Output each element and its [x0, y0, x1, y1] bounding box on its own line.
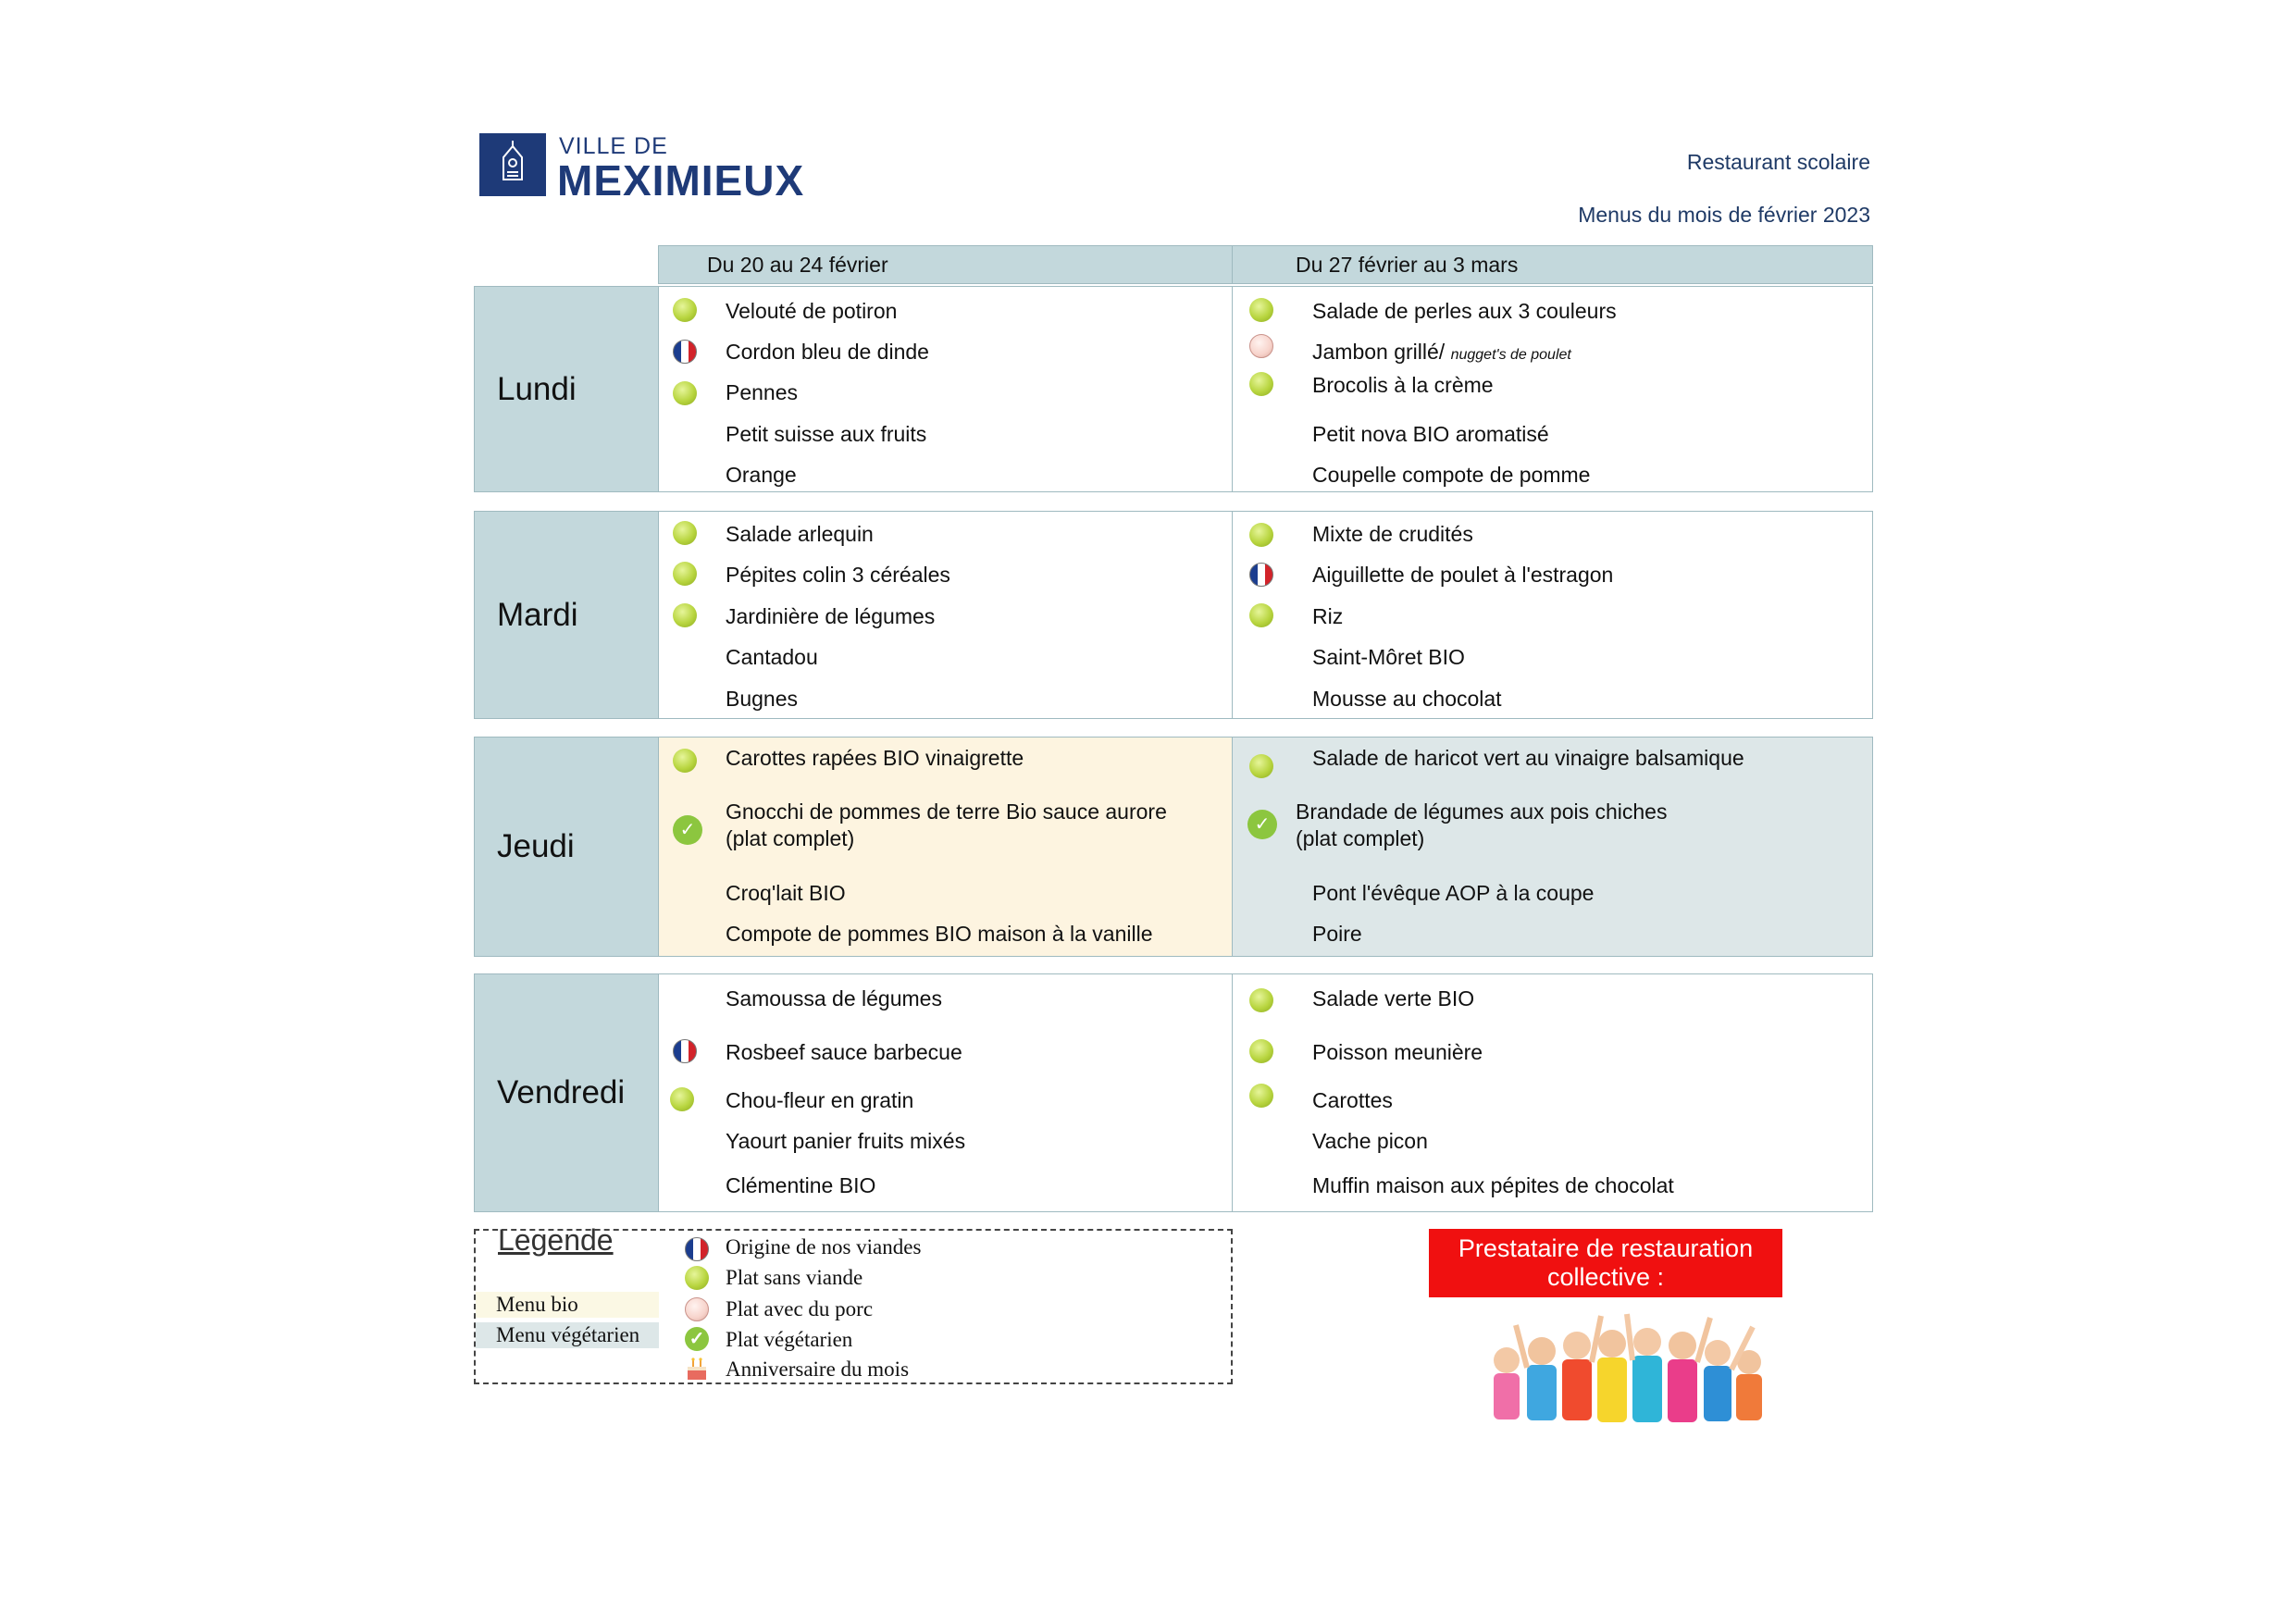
menu-item-text: Jambon grillé/	[1312, 340, 1451, 364]
menu-item: Petit suisse aux fruits	[726, 422, 927, 446]
green-ball-icon	[1249, 1084, 1273, 1108]
day-vendredi: Vendredi	[474, 973, 659, 1212]
legend-item: Plat sans viande	[726, 1266, 863, 1289]
green-ball-icon	[1249, 1039, 1273, 1063]
pink-ball-icon	[685, 1297, 709, 1321]
menu-item: Petit nova BIO aromatisé	[1312, 422, 1549, 446]
green-ball-icon	[1249, 754, 1273, 778]
menu-item: Mousse au chocolat	[1312, 687, 1502, 711]
menu-item: Salade de haricot vert au vinaigre balsamique	[1312, 746, 1744, 770]
green-ball-icon	[673, 298, 697, 322]
menu-item: Poisson meunière	[1312, 1040, 1483, 1064]
french-flag-icon	[673, 340, 697, 364]
service-title: Restaurant scolaire	[1686, 150, 1870, 174]
green-ball-icon	[673, 603, 697, 627]
legend	[474, 1223, 1233, 1384]
legend-menu-veg: Menu végétarien	[476, 1322, 659, 1348]
green-ball-icon	[673, 749, 697, 773]
vendredi-week1	[658, 973, 1233, 1212]
menu-item: Salade arlequin	[726, 522, 874, 546]
day-jeudi: Jeudi	[474, 737, 659, 957]
vegetarian-leaf-icon: ✓	[673, 815, 702, 845]
week-header-1: Du 20 au 24 février	[658, 245, 1233, 284]
menu-item: Coupelle compote de pomme	[1312, 463, 1591, 487]
menu-item: Muffin maison aux pépites de chocolat	[1312, 1173, 1674, 1197]
menu-item-note: nugget's de poulet	[1450, 347, 1571, 363]
week-header-2: Du 27 février au 3 mars	[1232, 245, 1873, 284]
menu-item: Clémentine BIO	[726, 1173, 876, 1197]
menu-item: Poire	[1312, 922, 1362, 946]
menu-item: Cordon bleu de dinde	[726, 340, 929, 364]
menu-item: Croq'lait BIO	[726, 881, 846, 905]
menu-item	[1312, 339, 1571, 368]
jeudi-week2	[1232, 737, 1873, 957]
legend-item: Plat végétarien	[726, 1328, 853, 1351]
green-ball-icon	[1249, 372, 1273, 396]
town-hall-icon	[479, 133, 546, 196]
logo-line1: VILLE DE	[559, 133, 668, 159]
lundi-week2	[1232, 286, 1873, 492]
logo-line2: MEXIMIEUX	[557, 156, 805, 205]
green-ball-icon	[673, 562, 697, 586]
legend-title: Legende	[498, 1223, 614, 1257]
lundi-week1	[658, 286, 1233, 492]
menu-item: Salade verte BIO	[1312, 986, 1475, 1010]
birthday-cake-icon	[685, 1356, 709, 1380]
vendredi-week2	[1232, 973, 1873, 1212]
menu-item: Bugnes	[726, 687, 799, 711]
french-flag-icon	[673, 1039, 697, 1063]
green-ball-icon	[1249, 298, 1273, 322]
menu-item: Orange	[726, 463, 797, 487]
prestataire-line1: Prestataire de restauration	[1458, 1234, 1754, 1262]
menu-item: Jardinière de légumes	[726, 604, 936, 628]
menu-item: (plat complet)	[1296, 826, 1425, 850]
logo	[479, 133, 805, 205]
green-ball-icon	[673, 521, 697, 545]
french-flag-icon	[685, 1237, 709, 1261]
menu-item: Compote de pommes BIO maison à la vanille	[726, 922, 1153, 946]
menu-item: (plat complet)	[726, 826, 855, 850]
menu-item: Mixte de crudités	[1312, 522, 1473, 546]
menu-item: Samoussa de légumes	[726, 986, 942, 1010]
menu-item: Gnocchi de pommes de terre Bio sauce aurore	[726, 800, 1167, 824]
menu-item: Salade de perles aux 3 couleurs	[1312, 299, 1617, 323]
menu-item: Pépites colin 3 céréales	[726, 563, 950, 587]
green-ball-icon	[673, 381, 697, 405]
menu-item: Velouté de potiron	[726, 299, 898, 323]
menu-item: Pont l'évêque AOP à la coupe	[1312, 881, 1595, 905]
menu-item: Chou-fleur en gratin	[726, 1088, 914, 1112]
menu-item: Saint-Môret BIO	[1312, 645, 1465, 669]
menu-item: Carottes	[1312, 1088, 1393, 1112]
children-photo	[1479, 1307, 1773, 1436]
legend-item: Plat avec du porc	[726, 1297, 874, 1320]
jeudi-week1	[658, 737, 1233, 957]
page-subtitle: Menus du mois de février 2023	[1578, 203, 1870, 227]
mardi-week1	[658, 511, 1233, 719]
menu-item: Brandade de légumes aux pois chiches	[1296, 800, 1668, 824]
green-ball-icon	[1249, 988, 1273, 1012]
prestataire-line2: collective :	[1546, 1263, 1665, 1291]
green-ball-icon	[1249, 603, 1273, 627]
legend-item: Anniversaire du mois	[726, 1357, 910, 1381]
menu-item: Aiguillette de poulet à l'estragon	[1312, 563, 1614, 587]
green-ball-icon	[685, 1266, 709, 1290]
legend-menu-bio: Menu bio	[476, 1292, 659, 1318]
green-ball-icon	[1249, 523, 1273, 547]
legend-item: Origine de nos viandes	[726, 1235, 922, 1258]
menu-item: Pennes	[726, 380, 799, 404]
menu-item: Carottes rapées BIO vinaigrette	[726, 746, 1024, 770]
green-ball-icon	[670, 1087, 694, 1111]
prestataire-banner	[1429, 1229, 1782, 1297]
vegetarian-leaf-icon: ✓	[685, 1327, 709, 1351]
mardi-week2	[1232, 511, 1873, 719]
menu-item: Rosbeef sauce barbecue	[726, 1040, 962, 1064]
pink-ball-icon	[1249, 334, 1273, 358]
day-lundi: Lundi	[474, 286, 659, 492]
menu-item: Riz	[1312, 604, 1344, 628]
menu-item: Cantadou	[726, 645, 818, 669]
french-flag-icon	[1249, 563, 1273, 587]
menu-item: Vache picon	[1312, 1129, 1428, 1153]
day-mardi: Mardi	[474, 511, 659, 719]
vegetarian-leaf-icon: ✓	[1247, 810, 1277, 839]
menu-item: Brocolis à la crème	[1312, 373, 1494, 397]
menu-item: Yaourt panier fruits mixés	[726, 1129, 966, 1153]
